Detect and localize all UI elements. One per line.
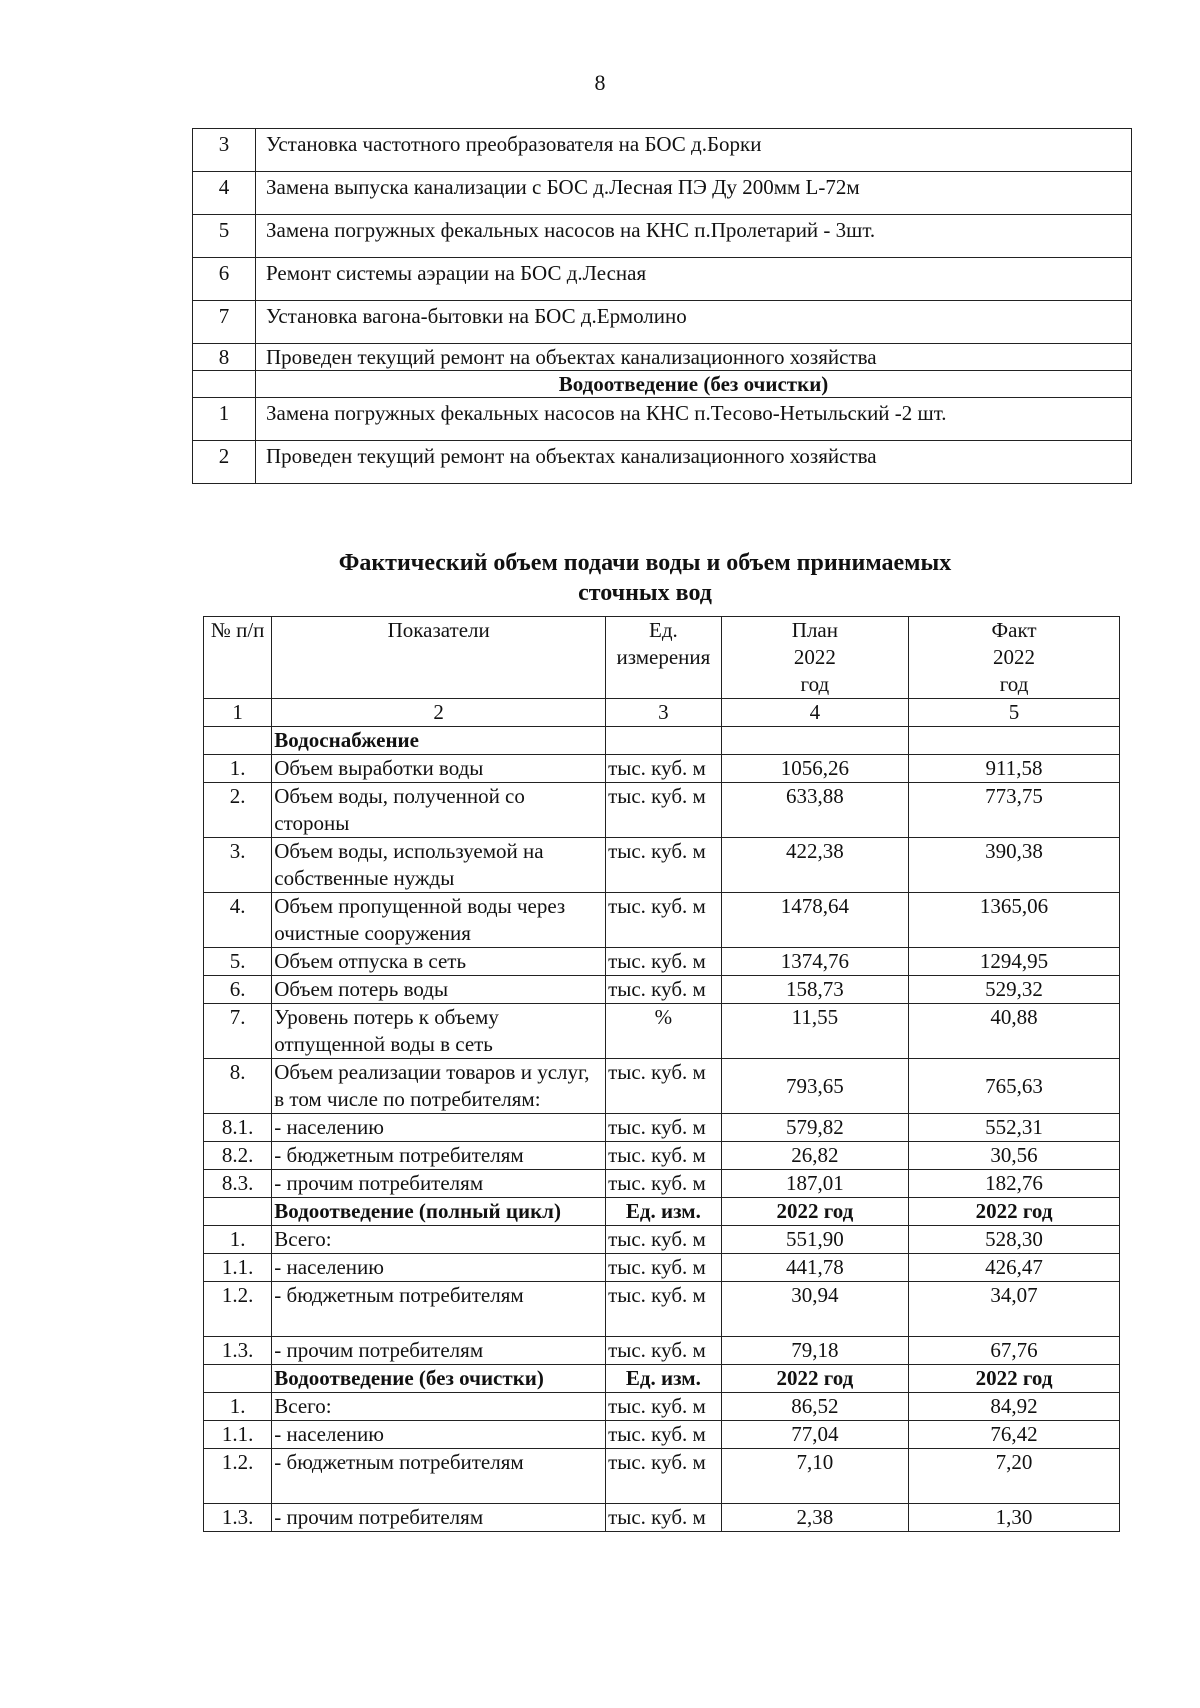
row-number: 1.2. <box>204 1282 272 1337</box>
row-number: 8.1. <box>204 1114 272 1142</box>
table-row <box>204 1142 1120 1170</box>
table-row <box>204 1393 1120 1421</box>
column-number-row <box>204 699 1120 727</box>
row-plan: 579,82 <box>721 1114 908 1142</box>
row-plan: 1374,76 <box>721 948 908 976</box>
row-fact: 911,58 <box>909 755 1120 783</box>
row-unit: тыс. куб. м <box>606 893 722 948</box>
header-unit-line2: измерения <box>616 645 711 669</box>
row-name: Объем воды, используемой на собственные нужды <box>272 838 606 893</box>
header-fact-line1: Факт <box>991 618 1037 642</box>
row-number: 1 <box>193 398 256 441</box>
table-row <box>193 258 1132 301</box>
header-unit <box>606 617 722 699</box>
row-unit: тыс. куб. м <box>606 1449 722 1504</box>
row-name: Объем отпуска в сеть <box>272 948 606 976</box>
row-name: - населению <box>272 1421 606 1449</box>
row-plan: 7,10 <box>721 1449 908 1504</box>
row-number: 8. <box>204 1059 272 1114</box>
section-fact-heading: 2022 год <box>909 1365 1120 1393</box>
row-text: Ремонт системы аэрации на БОС д.Лесная <box>256 258 1132 301</box>
row-number: 5 <box>193 215 256 258</box>
col-number: 3 <box>606 699 722 727</box>
row-fact: 426,47 <box>909 1254 1120 1282</box>
row-number: 1. <box>204 1393 272 1421</box>
section-heading-row <box>193 371 1132 398</box>
table-row <box>204 948 1120 976</box>
row-name: - бюджетным потребителям <box>272 1282 606 1337</box>
row-fact: 84,92 <box>909 1393 1120 1421</box>
row-name: Всего: <box>272 1393 606 1421</box>
row-unit: тыс. куб. м <box>606 948 722 976</box>
row-unit: тыс. куб. м <box>606 976 722 1004</box>
row-unit: тыс. куб. м <box>606 1059 722 1114</box>
table-row <box>204 1226 1120 1254</box>
volume-table <box>203 616 1120 1532</box>
row-fact: 552,31 <box>909 1114 1120 1142</box>
section-heading-row <box>204 727 1120 755</box>
table-row <box>193 129 1132 172</box>
row-number: 6 <box>193 258 256 301</box>
row-text: Проведен текущий ремонт на объектах канализационного хозяйства <box>256 441 1132 484</box>
row-number: 6. <box>204 976 272 1004</box>
table-row <box>204 1004 1120 1059</box>
row-name: Уровень потерь к объему отпущенной воды в сеть <box>272 1004 606 1059</box>
row-number: 3. <box>204 838 272 893</box>
table-row <box>204 893 1120 948</box>
table-row <box>193 398 1132 441</box>
table-row <box>204 1282 1120 1337</box>
header-plan <box>721 617 908 699</box>
row-fact: 1365,06 <box>909 893 1120 948</box>
header-row <box>204 617 1120 699</box>
table-row <box>193 215 1132 258</box>
row-number: 1.3. <box>204 1337 272 1365</box>
works-table <box>192 128 1132 484</box>
header-fact-line2: 2022 <box>993 645 1036 669</box>
row-name: Объем потерь воды <box>272 976 606 1004</box>
row-number: 4. <box>204 893 272 948</box>
row-name: Объем выработки воды <box>272 755 606 783</box>
section-plan-heading: 2022 год <box>721 1365 908 1393</box>
table-row <box>204 1449 1120 1504</box>
table-row <box>204 1254 1120 1282</box>
row-plan: 1478,64 <box>721 893 908 948</box>
row-unit: тыс. куб. м <box>606 1114 722 1142</box>
row-plan: 793,65 <box>721 1059 908 1114</box>
row-unit: тыс. куб. м <box>606 1254 722 1282</box>
row-name: Всего: <box>272 1226 606 1254</box>
section-heading-row <box>204 1365 1120 1393</box>
row-plan: 79,18 <box>721 1337 908 1365</box>
row-fact: 529,32 <box>909 976 1120 1004</box>
row-plan: 551,90 <box>721 1226 908 1254</box>
header-unit-line1: Ед. <box>649 618 678 642</box>
row-unit: тыс. куб. м <box>606 1170 722 1198</box>
section-plan-heading: 2022 год <box>721 1198 908 1226</box>
row-unit: тыс. куб. м <box>606 1421 722 1449</box>
table-row <box>204 783 1120 838</box>
table-row <box>193 301 1132 344</box>
header-num: № п/п <box>204 617 272 699</box>
header-plan-line1: План <box>791 618 838 642</box>
table-row <box>204 755 1120 783</box>
header-plan-line2: 2022 <box>793 645 836 669</box>
title-line-1: Фактический объем подачи воды и объем принимаемых <box>338 550 952 576</box>
row-number: 7 <box>193 301 256 344</box>
section-fact-heading: 2022 год <box>909 1198 1120 1226</box>
row-number: 1.1. <box>204 1254 272 1282</box>
row-fact: 76,42 <box>909 1421 1120 1449</box>
header-plan-line3: год <box>800 672 830 696</box>
row-text: Проведен текущий ремонт на объектах канализационного хозяйства <box>256 344 1132 371</box>
row-plan: 86,52 <box>721 1393 908 1421</box>
col-number: 5 <box>909 699 1120 727</box>
row-number: 8 <box>193 344 256 371</box>
row-fact: 528,30 <box>909 1226 1120 1254</box>
row-text: Установка вагона-бытовки на БОС д.Ермолино <box>256 301 1132 344</box>
row-number: 2. <box>204 783 272 838</box>
row-name: - прочим потребителям <box>272 1504 606 1532</box>
row-fact: 773,75 <box>909 783 1120 838</box>
row-number: 5. <box>204 948 272 976</box>
table-row <box>204 1170 1120 1198</box>
row-unit: тыс. куб. м <box>606 1142 722 1170</box>
table-row <box>204 1504 1120 1532</box>
table-row <box>193 172 1132 215</box>
row-fact: 67,76 <box>909 1337 1120 1365</box>
row-number: 7. <box>204 1004 272 1059</box>
row-unit: тыс. куб. м <box>606 838 722 893</box>
row-unit: тыс. куб. м <box>606 1282 722 1337</box>
row-name: Объем реализации товаров и услуг, в том числе по потребителям: <box>272 1059 606 1114</box>
table-row <box>204 838 1120 893</box>
row-name: - прочим потребителям <box>272 1170 606 1198</box>
row-fact: 1,30 <box>909 1504 1120 1532</box>
row-fact: 390,38 <box>909 838 1120 893</box>
section-heading: Водоотведение (без очистки) <box>272 1365 606 1393</box>
row-name: - населению <box>272 1254 606 1282</box>
row-unit: тыс. куб. м <box>606 1393 722 1421</box>
row-text: Замена погружных фекальных насосов на КНС п.Пролетарий - 3шт. <box>256 215 1132 258</box>
row-number: 1.3. <box>204 1504 272 1532</box>
row-plan: 77,04 <box>721 1421 908 1449</box>
row-number: 8.3. <box>204 1170 272 1198</box>
col-number: 2 <box>272 699 606 727</box>
header-fact <box>909 617 1120 699</box>
section-title <box>270 548 1020 608</box>
row-text: Замена погружных фекальных насосов на КНС п.Тесово-Нетыльский -2 шт. <box>256 398 1132 441</box>
row-fact: 182,76 <box>909 1170 1120 1198</box>
header-fact-line3: год <box>999 672 1029 696</box>
row-unit: тыс. куб. м <box>606 1504 722 1532</box>
row-name: - бюджетным потребителям <box>272 1142 606 1170</box>
table-row <box>204 1114 1120 1142</box>
table-row <box>193 344 1132 371</box>
row-plan: 422,38 <box>721 838 908 893</box>
row-plan: 158,73 <box>721 976 908 1004</box>
col-number: 1 <box>204 699 272 727</box>
row-fact: 34,07 <box>909 1282 1120 1337</box>
title-line-2: сточных вод <box>578 580 712 606</box>
row-fact: 7,20 <box>909 1449 1120 1504</box>
row-name: - населению <box>272 1114 606 1142</box>
row-number: 1.2. <box>204 1449 272 1504</box>
row-unit: тыс. куб. м <box>606 1226 722 1254</box>
row-number: 1. <box>204 755 272 783</box>
section-heading: Водоотведение (полный цикл) <box>272 1198 606 1226</box>
row-plan: 187,01 <box>721 1170 908 1198</box>
section-heading-row <box>204 1198 1120 1226</box>
section-unit-heading: Ед. изм. <box>606 1365 722 1393</box>
row-text: Установка частотного преобразователя на БОС д.Борки <box>256 129 1132 172</box>
row-fact: 30,56 <box>909 1142 1120 1170</box>
table-row <box>204 1337 1120 1365</box>
table-row <box>204 1421 1120 1449</box>
row-number: 1.1. <box>204 1421 272 1449</box>
row-unit: тыс. куб. м <box>606 755 722 783</box>
row-number: 2 <box>193 441 256 484</box>
row-name: Объем воды, полученной со стороны <box>272 783 606 838</box>
row-name: - прочим потребителям <box>272 1337 606 1365</box>
row-unit: тыс. куб. м <box>606 1337 722 1365</box>
row-fact: 40,88 <box>909 1004 1120 1059</box>
table-row <box>204 1059 1120 1114</box>
row-unit: % <box>606 1004 722 1059</box>
row-plan: 1056,26 <box>721 755 908 783</box>
table-row <box>193 441 1132 484</box>
row-number: 1. <box>204 1226 272 1254</box>
section-heading: Водоотведение (без очистки) <box>256 371 1132 398</box>
row-unit: тыс. куб. м <box>606 783 722 838</box>
page-number: 8 <box>594 70 606 95</box>
row-plan: 30,94 <box>721 1282 908 1337</box>
row-fact: 1294,95 <box>909 948 1120 976</box>
row-plan: 26,82 <box>721 1142 908 1170</box>
row-plan: 11,55 <box>721 1004 908 1059</box>
section-heading: Водоснабжение <box>272 727 606 755</box>
row-text: Замена выпуска канализации с БОС д.Лесная ПЭ Ду 200мм L-72м <box>256 172 1132 215</box>
row-plan: 441,78 <box>721 1254 908 1282</box>
col-number: 4 <box>721 699 908 727</box>
row-number: 4 <box>193 172 256 215</box>
row-plan: 2,38 <box>721 1504 908 1532</box>
table-row <box>204 976 1120 1004</box>
row-name: - бюджетным потребителям <box>272 1449 606 1504</box>
row-number: 3 <box>193 129 256 172</box>
row-number: 8.2. <box>204 1142 272 1170</box>
row-plan: 633,88 <box>721 783 908 838</box>
header-indicator: Показатели <box>272 617 606 699</box>
row-name: Объем пропущенной воды через очистные сооружения <box>272 893 606 948</box>
section-unit-heading: Ед. изм. <box>606 1198 722 1226</box>
row-fact: 765,63 <box>909 1059 1120 1114</box>
